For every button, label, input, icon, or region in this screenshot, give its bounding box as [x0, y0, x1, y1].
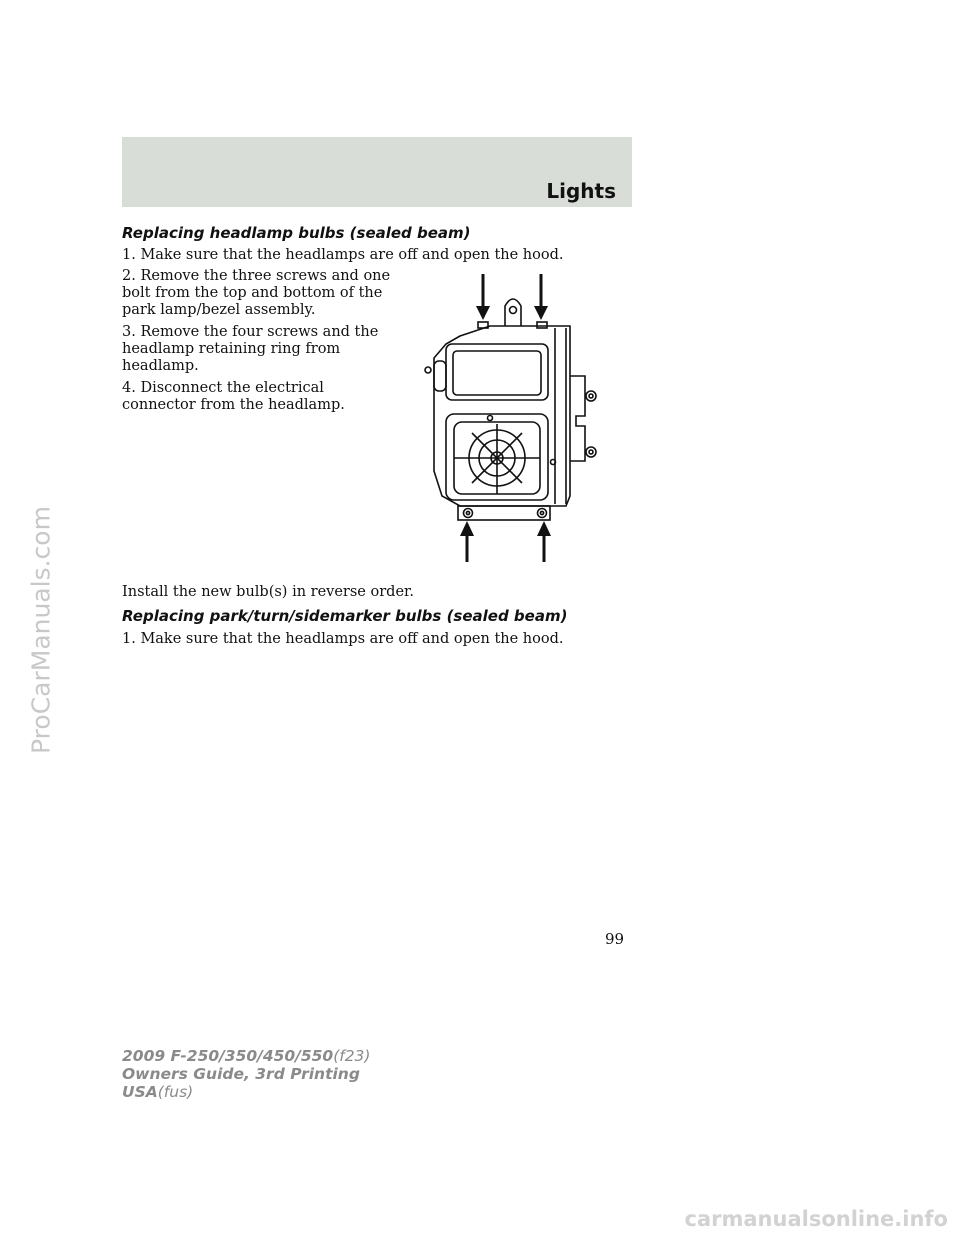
install-text: Install the new bulb(s) in reverse order.: [122, 584, 414, 600]
footer-model: 2009 F-250/350/450/550: [122, 1047, 334, 1065]
park-lamp: [446, 344, 548, 400]
step-3-line-1: 3. Remove the four screws and the: [122, 324, 379, 340]
side-watermark: [16, 500, 66, 760]
step-4-line-2: connector from the headlamp.: [122, 397, 345, 413]
section-title: Lights: [546, 179, 616, 203]
footer-market-code: (fus): [157, 1083, 194, 1101]
step-2-line-2: bolt from the top and bottom of the: [122, 285, 383, 301]
page-number: 99: [605, 930, 625, 948]
bottom-screw-right: [538, 509, 547, 518]
side-watermark-text: ProCarManuals.com: [26, 506, 56, 754]
step-3-line-2: headlamp retaining ring from: [122, 341, 341, 357]
bottom-screw-left: [464, 509, 473, 518]
arrowhead-top-left: [476, 306, 490, 320]
footer-model-line: [122, 1047, 370, 1065]
step-4-line-1: 4. Disconnect the electrical: [122, 380, 324, 396]
step-3-line-3: headlamp.: [122, 358, 199, 374]
footer-block: [122, 1047, 370, 1101]
side-screw-bottom: [586, 447, 596, 457]
step-2-line-3: park lamp/bezel assembly.: [122, 302, 316, 318]
side-screw-top: [586, 391, 596, 401]
arrowhead-bottom-left: [460, 521, 474, 536]
section-header-band: [122, 137, 632, 207]
park-turn-heading: Replacing park/turn/sidemarker bulbs (sealed beam): [122, 607, 568, 625]
step-1-text: 1. Make sure that the headlamps are off and open the hood.: [122, 247, 564, 263]
arrowhead-bottom-right: [537, 521, 551, 536]
bottom-watermark: carmanualsonline.info: [684, 1207, 948, 1231]
footer-market-line: [122, 1083, 370, 1101]
park-turn-step-1: 1. Make sure that the headlamps are off and open the hood.: [122, 631, 564, 647]
arrowhead-top-right: [534, 306, 548, 320]
headlamp-assembly-diagram: [420, 266, 605, 566]
headlamp-diagram-svg: [420, 266, 605, 566]
footer-guide: Owners Guide, 3rd Printing: [122, 1065, 360, 1083]
footer-market: USA: [122, 1083, 158, 1101]
top-bracket: [505, 299, 521, 326]
footer-model-code: (f23): [333, 1047, 371, 1065]
headlamp-heading: Replacing headlamp bulbs (sealed beam): [122, 224, 471, 242]
step-2-line-1: 2. Remove the three screws and one: [122, 268, 391, 284]
side-mount: [570, 376, 585, 461]
